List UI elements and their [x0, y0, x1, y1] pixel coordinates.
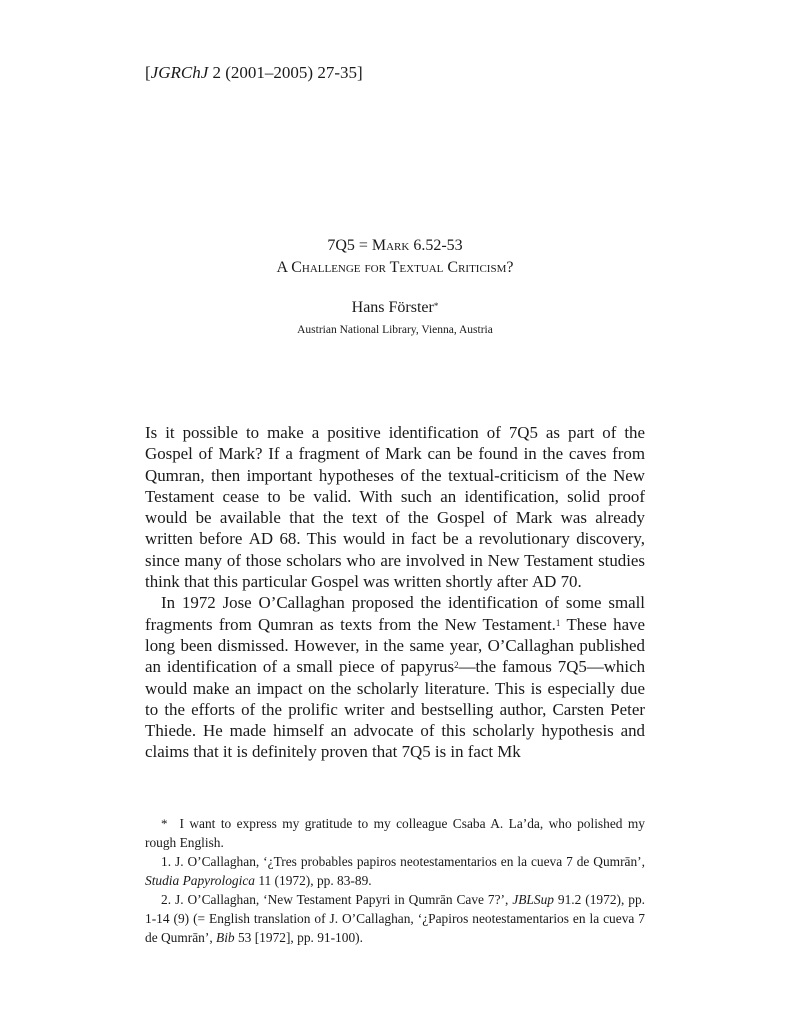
body-paragraph-1	[145, 422, 645, 592]
author-affiliation: Austrian National Library, Vienna, Austria	[297, 324, 493, 336]
article-title-line-1: 7Q5 = Mark 6.52-53	[327, 237, 463, 254]
footnote-2-journal-1: JBLSup	[512, 892, 554, 907]
footnote-ref-1: 1	[555, 617, 561, 628]
p2-text-c: —the famous 7Q5—which would make an impact on the scholarly literature. This is especially due to the efforts of the prolific writer and bestselling author, Carsten Peter Thiede. He made himself an advocate of this scholarly hypothesis and claims that it is definitely proven that 7Q5 is in fact Mk	[145, 657, 646, 762]
p1-text-a: Is it possible to make a positive identification of 7Q5 as part of the Gospel of Mark? If a fragment of Mark can be found in the caves from Qumran, then important hypotheses of the textual-criticism of the New Testament cease to be valid. With such an identification, solid proof would be available that the text of the Gospel of Mark was already written before	[145, 423, 645, 549]
footnote-1-prefix: 1. J. O’Callaghan, ‘¿Tres probables papiros neotestamentarios en la cueva 7 de Qumrān’,	[161, 854, 645, 869]
era-abbrev-1: AD	[248, 529, 274, 549]
volume-citation: 2 (2001–2005) 27-35]	[208, 63, 363, 82]
author-footnote-marker: *	[433, 301, 439, 311]
p2-text-a: In 1972 Jose O’Callaghan proposed the identification of some small fragments from Qumran as texts from the New Testament.	[145, 593, 645, 634]
footnote-1-journal: Studia Papyrologica	[145, 873, 255, 888]
article-title-line-2: A Challenge for Textual Criticism?	[276, 259, 514, 276]
footnote-2-suffix: 53 [1972], pp. 91-100).	[234, 930, 363, 945]
p1-text-b: 68. This would in fact be a revolutionary discovery, since many of those scholars who are involved in New Testament studies think that this particular Gospel was written shortly after	[145, 529, 645, 592]
footnote-1	[145, 852, 645, 890]
running-header	[145, 62, 363, 84]
footnote-star	[145, 814, 645, 852]
footnote-star-text: I want to express my gratitude to my colleague Csaba A. La’da, who polished my rough English.	[145, 816, 645, 850]
p2-text-b: These have long been dismissed. However, in the same year, O’Callaghan published an identification of a small piece of papyrus	[145, 614, 646, 677]
footnote-2-middle: 91.2 (1972), pp. 1-14 (9) (= English translation of J. O’Callaghan, ‘¿Papiros neotestamentarios en la cueva 7 de Qumrān’,	[145, 892, 646, 945]
footnotes	[145, 814, 645, 947]
footnote-ref-2: 2	[454, 660, 459, 671]
footnote-1-suffix: 11 (1972), pp. 83-89.	[254, 873, 372, 888]
footnote-2	[145, 890, 645, 947]
body-paragraph-2	[145, 592, 645, 762]
footnote-star-marker: *	[161, 816, 168, 831]
footnote-2-journal-2: Bib	[216, 930, 235, 945]
author-name	[145, 297, 645, 319]
journal-abbreviation: JGRChJ	[150, 63, 209, 82]
author-name-text: Hans Förster	[351, 299, 434, 316]
footnote-2-prefix: 2. J. O’Callaghan, ‘New Testament Papyri in Qumrān Cave 7?’,	[161, 892, 513, 907]
article-body	[145, 422, 645, 763]
p1-text-c: 70.	[556, 572, 582, 592]
header-open-bracket: [	[145, 63, 151, 82]
era-abbrev-2: AD	[531, 572, 557, 592]
